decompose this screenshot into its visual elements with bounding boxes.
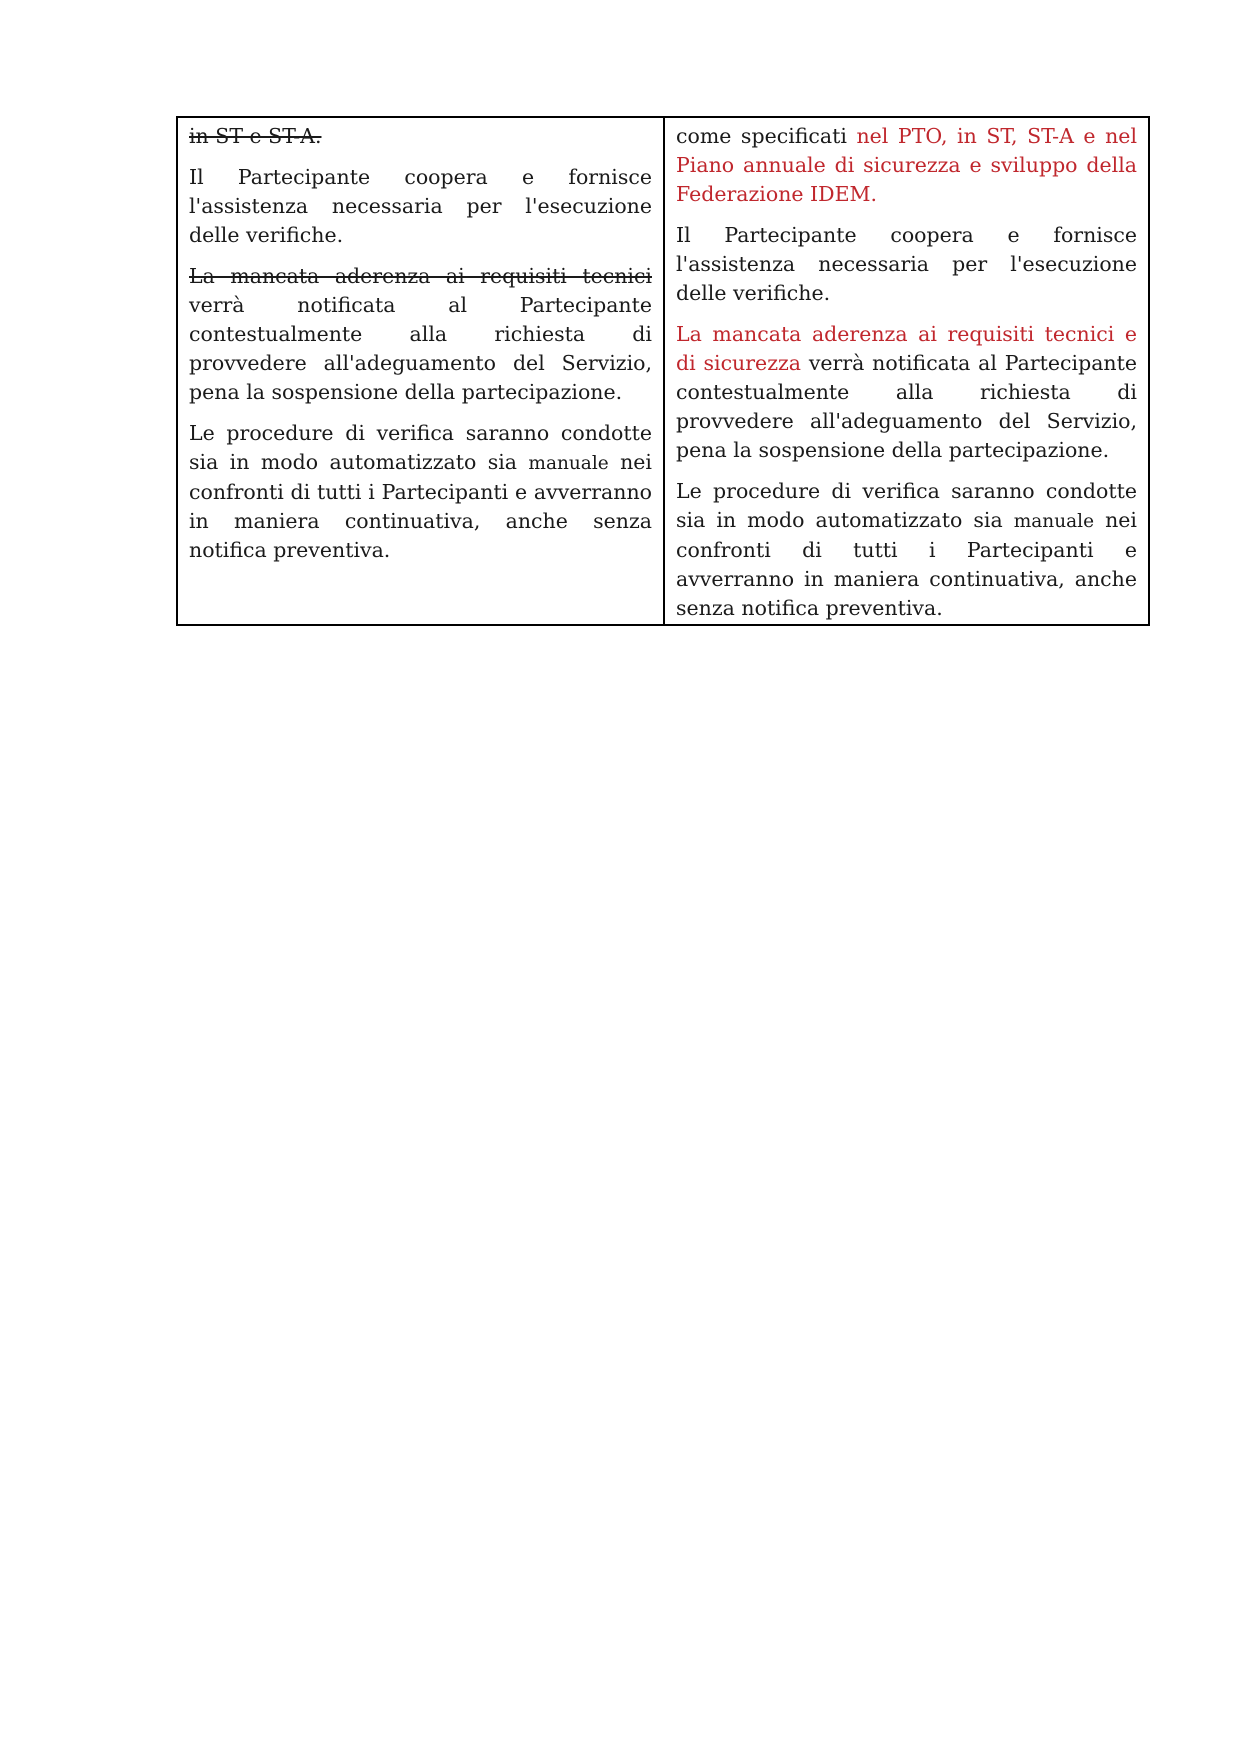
added-text: nel PTO, in ST, ST-A e nel Piano annuale di sicurezza e sviluppo della Federazione IDEM. — [676, 124, 1137, 206]
right-paragraph-4 — [676, 477, 1137, 623]
right-paragraph-1 — [676, 122, 1137, 209]
deleted-text: in ST e ST-A. — [189, 124, 322, 148]
left-paragraph-2: Il Partecipante coopera e fornisce l'assistenza necessaria per l'esecuzione delle verifiche. — [189, 165, 652, 247]
comparison-table — [176, 116, 1150, 626]
paragraph-text-small: manuale — [1013, 511, 1095, 532]
paragraph-text-small: manuale — [528, 453, 609, 474]
deleted-text: La mancata aderenza ai requisiti tecnici — [189, 264, 652, 288]
added-text: La mancata aderenza ai requisiti tecnici e di sicurezza — [676, 322, 1137, 375]
paragraph-text: nei confronti di tutti i Partecipanti e avverranno in maniera continuativa, anche senza notifica preventiva. — [189, 450, 652, 562]
left-paragraph-4 — [189, 419, 652, 565]
right-column-revised-text — [665, 118, 1148, 624]
paragraph-text: nei confronti di tutti i Partecipanti e avverranno in maniera continuativa, anche senza notifica preventiva. — [676, 508, 1137, 620]
right-paragraph-3 — [676, 320, 1137, 465]
paragraph-text: come specificati — [676, 124, 857, 148]
paragraph-text: verrà notificata al Partecipante contestualmente alla richiesta di provvedere all'adeguamento del Servizio, pena la sospensione della partecipazione. — [189, 293, 652, 404]
paragraph-text: verrà notificata al Partecipante contestualmente alla richiesta di provvedere all'adeguamento del Servizio, pena la sospensione della partecipazione. — [676, 351, 1137, 462]
left-column-original-text — [178, 118, 665, 624]
paragraph-text: Le procedure di verifica saranno condotte sia in modo automatizzato sia — [189, 421, 652, 474]
right-paragraph-2: Il Partecipante coopera e fornisce l'assistenza necessaria per l'esecuzione delle verifiche. — [676, 223, 1137, 305]
paragraph-text: Le procedure di verifica saranno condotte sia in modo automatizzato sia — [676, 479, 1137, 532]
left-paragraph-1 — [189, 122, 652, 151]
left-paragraph-3 — [189, 262, 652, 407]
